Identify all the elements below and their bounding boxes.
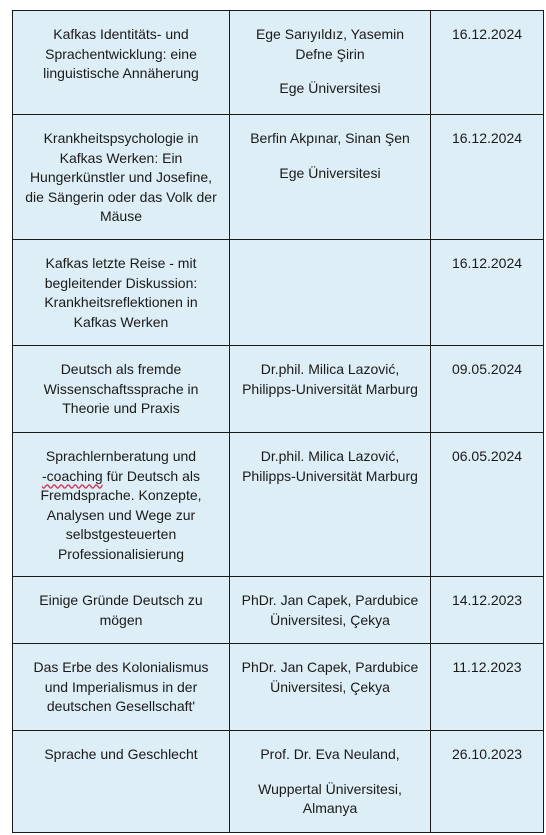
table-row (13, 346, 544, 433)
speaker-gap (236, 765, 424, 780)
date-cell: 16.12.2024 (431, 240, 544, 346)
speaker-line: Dr.phil. Milica Lazović, (260, 361, 400, 377)
date-cell: 26.10.2023 (431, 731, 544, 833)
title-line: mögen (99, 611, 143, 628)
title-line: Mäuse (99, 208, 143, 224)
date-cell: 09.05.2024 (431, 346, 544, 433)
date-cell: 16.12.2024 (431, 115, 544, 240)
title-cell (13, 731, 230, 833)
title-line: begleitender Diskussion: (44, 274, 198, 291)
speaker-line: Prof. Dr. Eva Neuland, (260, 746, 400, 762)
date-cell: 11.12.2023 (431, 644, 544, 731)
title-line: die Sängerin oder das Volk der (25, 188, 217, 205)
speaker-cell (230, 731, 431, 833)
title-line: Krankheitspsychologie in (43, 130, 199, 146)
speaker-cell (230, 346, 431, 433)
speaker-affiliation: Almanya (302, 800, 358, 816)
table-row (13, 433, 544, 577)
title-line: Sprache und Geschlecht (44, 746, 198, 762)
table-row (13, 731, 544, 833)
speaker-line: Defne Şirin (295, 45, 365, 62)
title-line: Einige Gründe Deutsch zu (39, 592, 203, 608)
table-row (13, 644, 544, 731)
title-cell (13, 433, 230, 577)
speaker-cell (230, 644, 431, 731)
title-line: Kafkas Identitäts- und (53, 26, 189, 42)
title-cell (13, 115, 230, 240)
date-cell: 14.12.2023 (431, 577, 544, 644)
title-cell (13, 644, 230, 731)
table-row (13, 115, 544, 240)
speaker-line: Üniversitesi, Çekya (270, 678, 390, 695)
speaker-affiliation: Ege Üniversitesi (279, 164, 381, 181)
spellcheck-marked-word: -coaching (42, 467, 103, 484)
title-line: Das Erbe des Kolonialismus (33, 659, 209, 675)
title-line: Kafkas Werken (73, 313, 169, 330)
speaker-line: PhDr. Jan Capek, Pardubice (241, 592, 419, 608)
speaker-affiliation: Wuppertal Üniversitesi, (258, 780, 402, 797)
speaker-gap (236, 64, 424, 79)
speaker-cell (230, 115, 431, 240)
speaker-line: Dr.phil. Milica Lazović, (260, 448, 400, 464)
title-line-rest: für Deutsch als (102, 467, 200, 484)
title-line: Sprachentwicklung: eine (45, 45, 197, 62)
title-line: linguistische Annäherung (43, 65, 199, 81)
title-line: und Imperialismus in der (44, 678, 198, 695)
title-cell (13, 11, 230, 115)
table-row (13, 240, 544, 346)
title-line: Hungerkünstler und Josefine, (29, 169, 213, 185)
title-line: Sprachlernberatung und (45, 448, 197, 464)
title-line: deutschen Gesellschaft' (46, 698, 196, 714)
speaker-gap (236, 149, 424, 164)
speaker-line: Berfin Akpınar, Sinan Şen (250, 130, 410, 146)
title-line: Kafkas Werken: Ein (59, 149, 183, 166)
speaker-affiliation: Ege Üniversitesi (279, 80, 381, 96)
date-cell: 06.05.2024 (431, 433, 544, 577)
title-line: selbstgesteuerten (65, 526, 177, 542)
title-cell (13, 346, 230, 433)
title-line: Krankheitsreflektionen in (44, 294, 198, 310)
table-row (13, 11, 544, 115)
title-line: Theorie und Praxis (62, 400, 180, 416)
speaker-line: Üniversitesi, Çekya (270, 611, 390, 628)
title-cell (13, 577, 230, 644)
events-table (12, 10, 544, 833)
title-line: Kafkas letzte Reise - mit (45, 255, 197, 271)
title-line: Analysen und Wege zur (46, 506, 196, 523)
date-cell: 16.12.2024 (431, 11, 544, 115)
title-line: Professionalisierung (57, 545, 185, 562)
speaker-cell (230, 240, 431, 346)
speaker-line: PhDr. Jan Capek, Pardubice (241, 659, 419, 675)
speaker-cell (230, 11, 431, 115)
speaker-line: Philipps-Universität Marburg (242, 467, 418, 484)
speaker-line: Ege Sarıyıldız, Yasemin (255, 26, 405, 42)
title-line: Fremdsprache. Konzepte, (40, 487, 202, 503)
title-line: Wissenschaftssprache in (43, 380, 199, 397)
speaker-cell (230, 577, 431, 644)
title-line: Deutsch als fremde (60, 361, 182, 377)
speaker-cell (230, 433, 431, 577)
table-row (13, 577, 544, 644)
title-cell (13, 240, 230, 346)
speaker-line: Philipps-Universität Marburg (242, 380, 418, 397)
title-line (19, 467, 223, 487)
